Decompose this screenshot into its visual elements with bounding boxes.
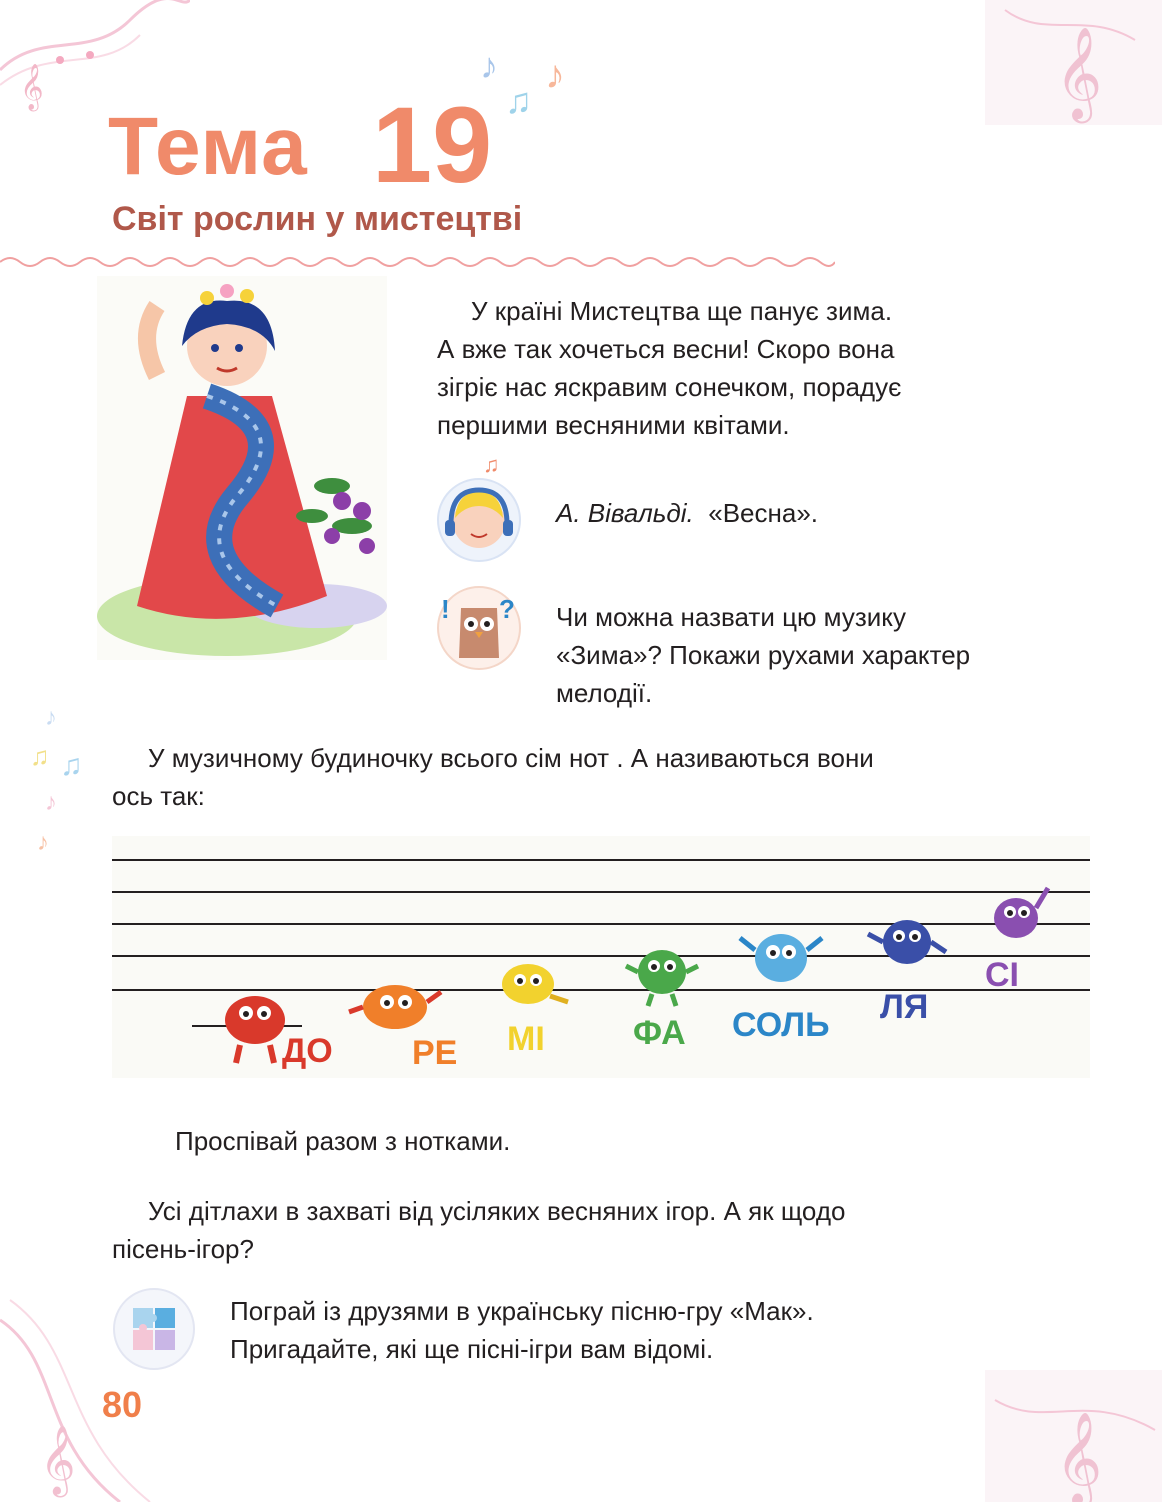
svg-text:♪: ♪ [45, 789, 57, 816]
headphones-boy-icon [437, 478, 521, 562]
note-character-sol [736, 920, 826, 1000]
intro-line: У країні Мистецтва ще панує зима. [471, 296, 893, 326]
question-line: «Зима»? Покажи рухами характер [556, 640, 971, 670]
wavy-divider [0, 252, 835, 272]
spring-fairy-illustration [97, 276, 387, 660]
music-swirl-decoration-top-right [985, 0, 1162, 125]
listening-line [556, 494, 818, 532]
page-number: 80 [102, 1384, 143, 1425]
intro-line: зігріє нас яскравим сонечком, порадує [437, 372, 902, 402]
svg-text:𝄞: 𝄞 [1055, 28, 1103, 117]
note-label: ЛЯ [880, 988, 929, 1026]
theme-number: 19 [372, 84, 493, 205]
intro-line: першими весняними квітами. [437, 410, 790, 440]
note-label: СІ [985, 956, 1019, 994]
question-line: мелодії. [556, 678, 653, 708]
note-character-mi [490, 956, 570, 1016]
task-line: Пограй із друзями в українську пісню-гру «Мак». [230, 1296, 814, 1326]
svg-text:♫: ♫ [60, 749, 83, 782]
note-character-fa [622, 940, 702, 1010]
games-intro-line: пісень-ігор? [112, 1234, 254, 1264]
sing-instruction: Проспівай разом з нотками. [175, 1126, 511, 1156]
notes-intro-line: ось так: [112, 781, 205, 811]
question-line: Чи можна назвати цю музику [556, 602, 906, 632]
svg-text:♪: ♪ [45, 704, 57, 731]
svg-text:♪: ♪ [480, 45, 498, 86]
note-character-la [862, 908, 952, 978]
svg-text:𝄞: 𝄞 [20, 65, 44, 109]
svg-text:♪: ♪ [37, 829, 49, 856]
music-notes-small-icon: ♫ [483, 452, 500, 477]
svg-text:𝄞: 𝄞 [1055, 1413, 1103, 1502]
music-swirl-decoration-bottom-right [985, 1370, 1162, 1502]
svg-text:𝄞: 𝄞 [40, 1426, 76, 1493]
music-notes-decoration-left [25, 700, 95, 860]
note-label: ФА [633, 1014, 686, 1052]
note-character-si [978, 884, 1058, 954]
owl-question-icon [437, 586, 521, 670]
intro-paragraph [437, 292, 1097, 444]
note-label: СОЛЬ [732, 1006, 830, 1044]
note-character-re [345, 972, 445, 1042]
svg-text:♪: ♪ [545, 53, 565, 97]
note-label: РЕ [412, 1034, 458, 1072]
svg-text:?: ? [499, 594, 515, 624]
note-label: ДО [282, 1032, 333, 1070]
theme-subtitle: Світ рослин у мистецтві [112, 200, 523, 238]
question-paragraph [556, 598, 1096, 712]
svg-text:!: ! [441, 594, 450, 624]
svg-text:♫: ♫ [30, 741, 50, 771]
theme-label: Тема [108, 101, 308, 192]
notes-intro-line: У музичному будиночку всього сім нот . А називаються вони [148, 743, 874, 773]
svg-text:♫: ♫ [505, 80, 532, 121]
notes-intro-paragraph [112, 739, 1102, 815]
puzzle-icon [113, 1288, 195, 1370]
task-line: Пригадайте, які ще пісні-ігри вам відомі. [230, 1334, 714, 1364]
composer-name: А. Вівальді. [556, 498, 694, 528]
note-label: МІ [507, 1020, 545, 1058]
games-intro-paragraph [112, 1192, 1102, 1268]
task-paragraph [230, 1292, 1090, 1368]
games-intro-line: Усі дітлахи в захваті від усіляких весняних ігор. А як щодо [148, 1196, 846, 1226]
intro-line: А вже так хочеться весни! Скоро вона [437, 334, 895, 364]
piece-title: «Весна». [708, 498, 819, 528]
